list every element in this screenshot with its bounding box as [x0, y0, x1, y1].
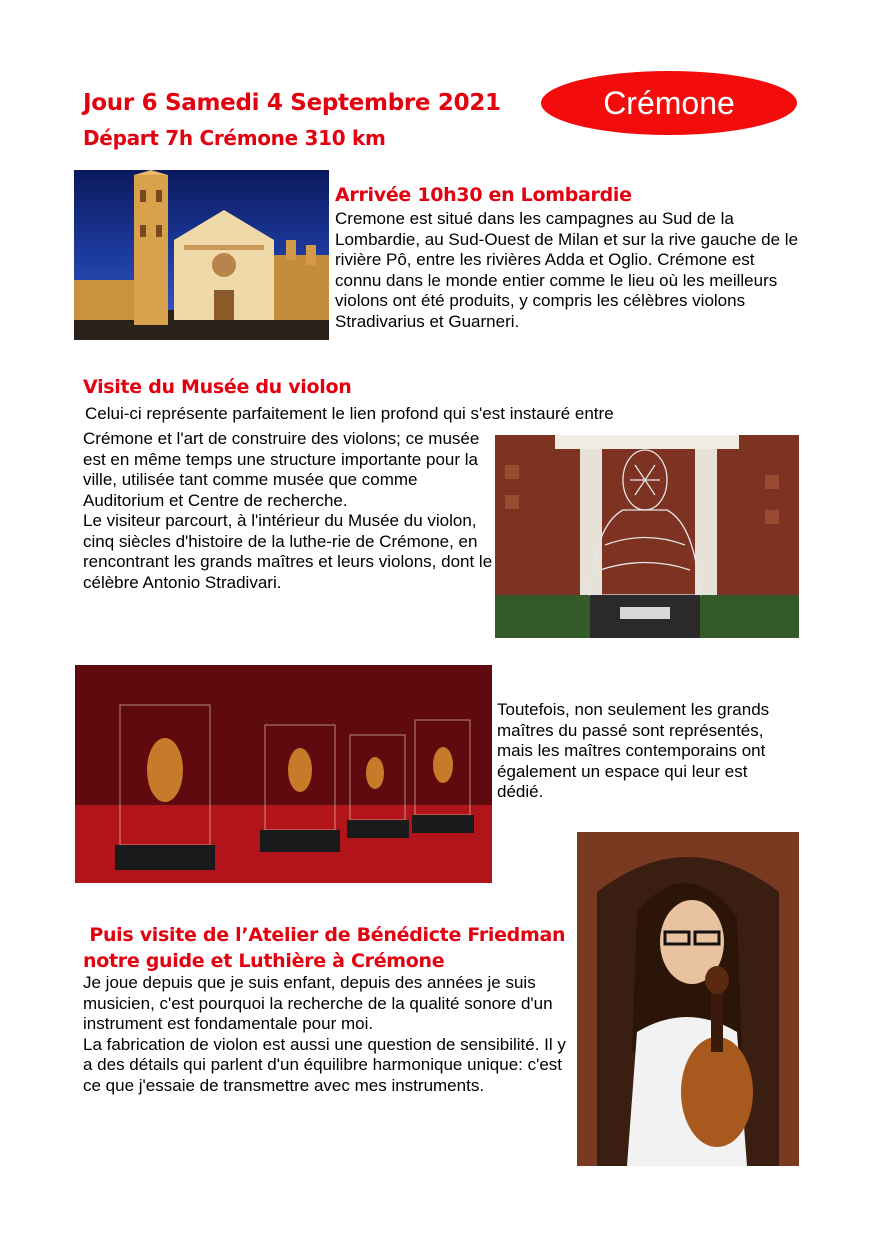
arrival-heading: Arrivée 10h30 en Lombardie: [335, 184, 632, 206]
page-title: Jour 6 Samedi 4 Septembre 2021: [83, 90, 501, 116]
museum-heading: Visite du Musée du violon: [83, 376, 352, 398]
city-badge: Crémone: [541, 71, 797, 135]
arrival-paragraph: Cremone est situé dans les campagnes au Sud de la Lombardie, au Sud-Ouest de Milan et sur la rive gauche de le rivière Pô, entre les rivières Adda et Oglio. Crémone est connu dans le monde entier comme le lieu où les meilleurs violons ont été produits, y compris les célèbres violons Stradivarius et Guarneri.: [335, 209, 799, 331]
atelier-paragraph-1: Je joue depuis que je suis enfant, depuis des années je suis musicien, c'est pourquoi la recherche de la qualité sonore d'un instrument est fondamentale pour moi.: [83, 973, 553, 1033]
atelier-heading-line-2: notre guide et Luthière à Crémone: [83, 950, 445, 972]
museum-description: [83, 429, 493, 593]
atelier-heading-line-1: Puis visite de l’Atelier de Bénédicte Friedman: [83, 924, 566, 946]
masters-paragraph: Toutefois, non seulement les grands maîtres du passé sont représentés, mais les maîtres contemporains ont également un espace qui leur est dédié.: [497, 700, 770, 801]
atelier-description: [83, 973, 573, 1096]
atelier-paragraph-2: La fabrication de violon est aussi une question de sensibilité. Il y a des détails qui parlent d'un équilibre harmonique unique: c'est ce que j'essaie de transmettre avec mes instruments.: [83, 1034, 566, 1095]
atelier-heading: [83, 922, 565, 974]
museum-interior-photo: [75, 665, 492, 883]
museum-paragraph-1: Crémone et l'art de construire des violons; ce musée est en même temps une structure importante pour la ville, utilisée tant comme musée que comme Auditorium et Centre de recherche.: [83, 429, 480, 510]
page-subtitle: Départ 7h Crémone 310 km: [83, 126, 386, 150]
cathedral-photo: [74, 170, 329, 340]
sculpture-photo: [495, 435, 799, 638]
luthier-photo: [577, 832, 799, 1166]
museum-paragraph-2: Le visiteur parcourt, à l'intérieur du Musée du violon, cinq siècles d'histoire de la luthe-rie de Crémone, en rencontrant les grands maîtres et leurs violons, dont le célèbre Antonio Stradivari.: [83, 511, 493, 592]
museum-intro: Celui-ci représente parfaitement le lien profond qui s'est instauré entre: [85, 404, 614, 423]
